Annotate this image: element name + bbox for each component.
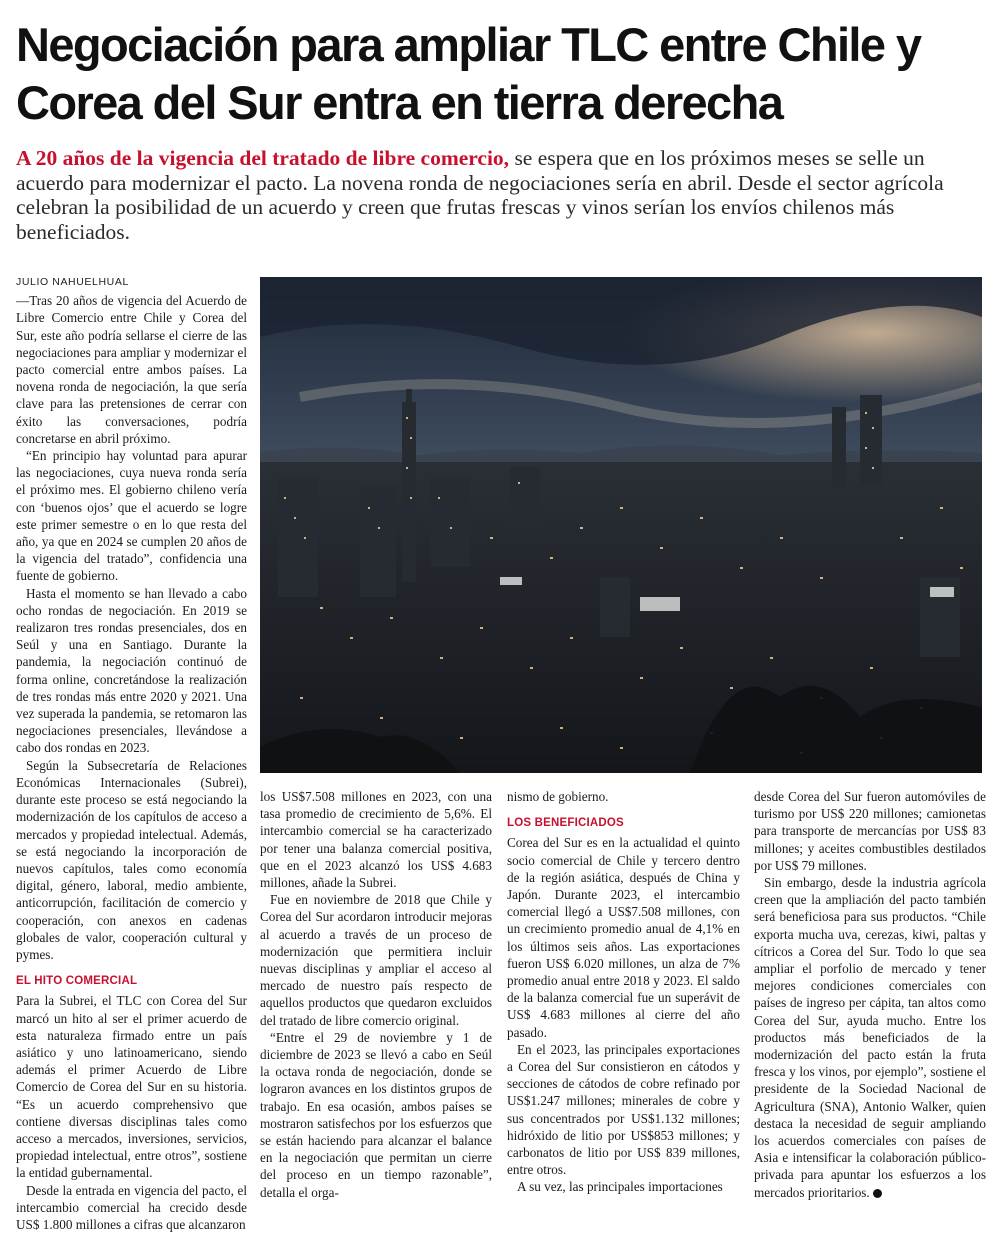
paragraph-text: Sin embargo, desde la industria agrícola creen que la ampliación del pacto también será beneficiosa para sus productos. “Chile exporta mucha uva, cerezas, kiwi, paltas y cítricos a Corea del Sur. Todo lo que sea ampliar el porfolio de mercado y tener mejores condiciones comerciales con países de ingreso per cápita, tan altos como Corea del Sur, ayuda mucho. Entre los productos más beneficiados de la modernización del pacto están la fruta fresca y los vinos, por ejemplo”, sostiene el presidente de la Sociedad Nacional de Agricultura (SNA), Antonio Walker, quien destaca la necesidad de seguir ampliando los acuerdos comerciales con países de Asia e intensificar la colaboración público-privada para apuntar los esfuerzos a los mercados prioritarios. [754,875,986,1200]
lead-paragraph [16,146,988,244]
paragraph: Desde la entrada en vigencia del pacto, el intercambio comercial ha crecido desde US$ 1.800 millones a cifras que alcanzaron [16,1182,247,1232]
paragraph: Corea del Sur es en la actualidad el quinto socio comercial de Chile y tercero dentro de la región asiática, después de China y Japón. Durante 2023, el intercambio comercial llegó a US$7.508 millones, con un crecimiento promedio anual de 4,1% en los últimos seis años. Las exportaciones fueron US$ 6.020 millones, un alza de 7% promedio anual entre 2018 y 2023. El saldo de la balanza comercial fue un superávit de US$ 4.683 millones al cierre del año pasado. [507,835,740,1040]
paragraph: Hasta el momento se han llevado a cabo ocho rondas de negociación. En 2019 se realizaron tres rondas presenciales, dos en Seúl y una en Santiago. Durante la pandemia, la negociación continuó de forma online, concretándose la realización de tres rondas más entre 2020 y 2021. Una vez superada la pandemia, se retomaron las negociaciones presenciales, llevándose a cabo dos rondas en 2023. [16,585,247,756]
city-skyline-photo [260,277,982,773]
column-2 [260,788,492,1201]
paragraph: A su vez, las principales importaciones [517,1179,723,1195]
paragraph: “Entre el 29 de noviembre y 1 de diciembre de 2023 se llevó a cabo en Seúl la octava ronda de negociación, donde se lograron avances en los distintos grupos de trabajo. En esa ocasión, ambos países se mostraron satisfechos por los esfuerzos que se están haciendo para alcanzar el balance en la negociación que permitan un cierre del proceso en un tiempo razonable”, detalla el orga- [260,1029,492,1200]
column-1 [16,274,247,1233]
paragraph-final [754,874,986,1201]
section-heading-hito: EL HITO COMERCIAL [16,975,138,988]
headline: Negociación para ampliar TLC entre Chile y Corea del Sur entra en tierra derecha [16,18,921,129]
column-3 [507,788,740,1196]
end-of-article-icon [873,1189,882,1198]
section-heading-beneficiados: LOS BENEFICIADOS [507,817,624,830]
lead-text: se espera que en los próximos meses se selle un acuerdo para modernizar el pacto. La novena ronda de negociaciones sería en abril. Desde el sector agrícola celebran la posibilidad de un acuerdo y creen que frutas frescas y vinos serían los envíos chilenos más beneficiados. [16,146,944,244]
paragraph: En el 2023, las principales exportaciones a Corea del Sur consistieron en cátodos y secciones de cátodos de cobre refinado por US$1.247 millones; minerales de cobre y sus concentrados por US$1.132 millones; hidróxido de litio por US$853 millones; y carbonatos de litio por US$ 839 millones, entre otros. [507,1041,740,1178]
paragraph: “En principio hay voluntad para apurar las negociaciones, cuya nueva ronda sería el próximo mes. El gobierno chileno vería con ‘buenos ojos’ que el acuerdo se logre este primer semestre o en lo que resta del año, ya que en 2024 se cumplen 20 años de la vigencia del tratado”, confidencia una fuente de gobierno. [16,448,247,584]
paragraph: Para la Subrei, el TLC con Corea del Sur marcó un hito al ser el primer acuerdo de esta naturaleza firmado entre un país asiático y uno latinoamericano, siendo además el primer Acuerdo de Libre Comercio de Corea del Sur en su historia. “Es un acuerdo comprehensivo que contiene diversas disciplinas tales como acceso a mercados, inversiones, servicios, propiedad intelectual, entre otros”, sostiene la entidad gubernamental. [16,993,247,1181]
paragraph: Según la Subsecretaría de Relaciones Económicas Internacionales (Subrei), durante este proceso se está negociando la modernización de los capítulos de acceso a mercados y propiedad intelectual. Además, se está negociando la incorporación de nuevos capítulos, tales como economía digital, género, laboral, medio ambiente, anticorrupción, facilitación de comercio y cooperación, con anexos en cadenas globales de valor, cooperación cultural y pymes. [16,757,247,962]
lead-highlight: A 20 años de la vigencia del tratado de libre comercio, [16,146,510,170]
paragraph: Fue en noviembre de 2018 que Chile y Corea del Sur acordaron introducir mejoras al acuerdo a través de un proceso de modernización que permitiera incluir nuevas disciplinas y ampliar el acceso al mercado de nuestro país respecto de aquellos productos que quedaron excluidos del tratado de libre comercio original. [260,892,492,1028]
paragraph: —Tras 20 años de vigencia del Acuerdo de Libre Comercio entre Chile y Corea del Sur, este año podría sellarse el cierre de las negociaciones para ampliar y modernizar el pacto comercial entre ambos países. La novena ronda de negociación, la que sería clave para las pretensiones de cerrar con éxito las conversaciones, podría concretarse en abril próximo. [16,293,247,446]
paragraph: nismo de gobierno. [507,789,609,804]
byline: JULIO NAHUELHUAL [16,276,129,288]
paragraph: los US$7.508 millones en 2023, con una tasa promedio de crecimiento de 5,6%. El intercambio comercial se ha caracterizado por tener una balanza comercial positiva, que en el 2023 alcanzó los US$ 4.683 millones, añade la Subrei. [260,789,492,891]
column-4 [754,788,986,1201]
paragraph: desde Corea del Sur fueron automóviles de turismo por US$ 220 millones; camionetas para transporte de mercancías por US$ 83 millones; y aceites combustibles destilados por US$ 79 millones. [754,789,986,873]
